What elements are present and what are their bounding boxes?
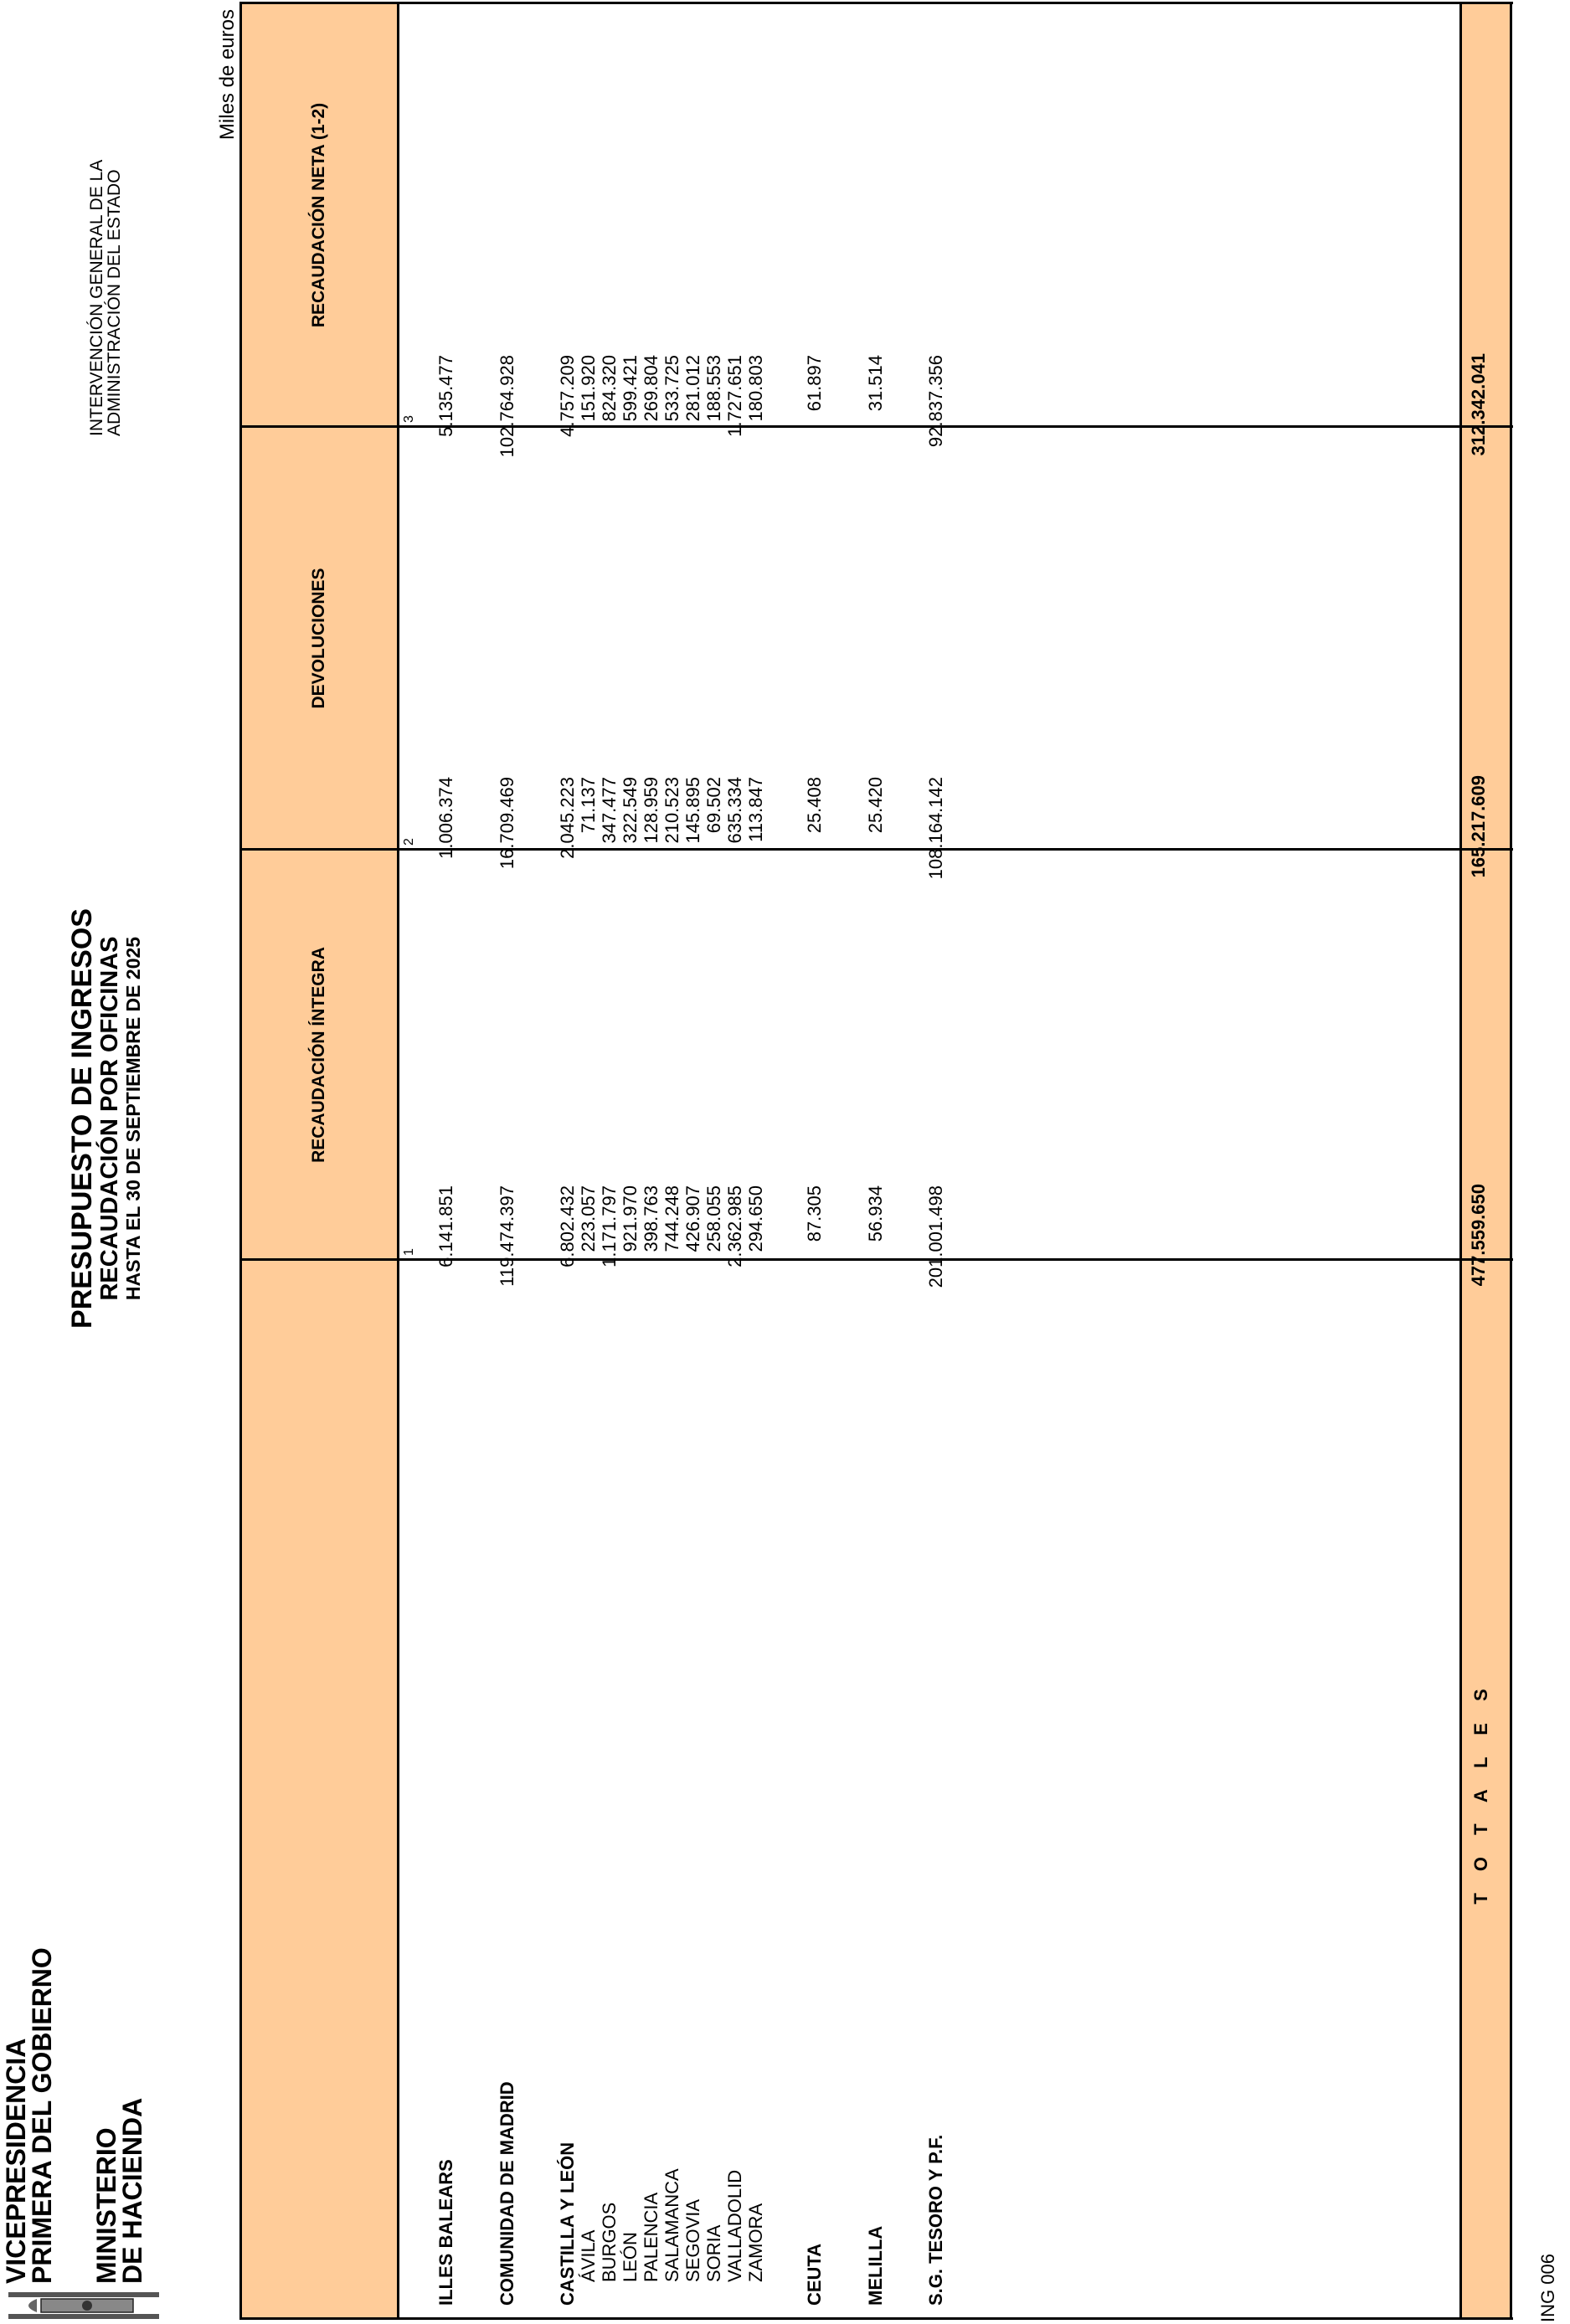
primera-gobierno-text: PRIMERA DEL GOBIERNO: [27, 1947, 57, 2284]
cell-devoluciones: 108.164.142: [925, 777, 946, 880]
cell-integra: 6.141.851: [435, 1185, 456, 1267]
row-label-comunidad-madrid: COMUNIDAD DE MADRID: [497, 2081, 517, 2306]
total-devoluciones: 165.217.609: [1468, 775, 1489, 878]
igae-line-2: ADMINISTRACIÓN DEL ESTADO: [105, 169, 124, 436]
report-title: PRESUPUESTO DE INGRESOS: [66, 908, 98, 1329]
row-label-palencia: PALENCIA: [641, 2192, 661, 2282]
row-label-valladolid: VALLADOLID: [724, 2169, 745, 2282]
cell-devoluciones: 128.959: [641, 777, 661, 844]
hacienda-text: DE HACIENDA: [117, 2097, 147, 2284]
cell-integra: 119.474.397: [497, 1185, 517, 1287]
cell-devoluciones: 25.420: [865, 777, 886, 834]
row-label-ceuta: CEUTA: [804, 2243, 825, 2306]
row-label-burgos: BURGOS: [599, 2202, 620, 2282]
units-label: Miles de euros: [216, 9, 239, 141]
cell-neta: 1.727.651: [724, 355, 745, 437]
total-neta: 312.342.041: [1468, 353, 1489, 456]
ministry-header: [3, 1947, 146, 2284]
cell-devoluciones: 69.502: [703, 777, 724, 834]
report-date: HASTA EL 30 DE SEPTIEMBRE DE 2025: [122, 936, 144, 1301]
cell-neta: 92.837.356: [925, 355, 946, 448]
table-right-border: [240, 2, 1513, 4]
vicepresidencia-text: VICEPRESIDENCIA: [1, 2038, 31, 2284]
cell-neta: 281.012: [682, 355, 703, 422]
table-left-border: [240, 2317, 1513, 2320]
form-code: ING 006: [1537, 2254, 1558, 2322]
ministerio-text: MINISTERIO: [91, 2127, 121, 2284]
cell-integra: 398.763: [641, 1185, 661, 1252]
cell-neta: 599.421: [620, 355, 641, 422]
cell-devoluciones: 1.006.374: [435, 777, 456, 859]
row-label-zamora: ZAMORA: [745, 2203, 766, 2282]
cell-integra: 258.055: [703, 1185, 724, 1252]
total-integra: 477.559.650: [1468, 1184, 1489, 1287]
totals-top-border: [1459, 2, 1462, 2320]
column-number-2: 2: [402, 838, 416, 846]
cell-neta: 61.897: [804, 355, 825, 412]
header-recaudacion-integra: RECAUDACIÓN ÍNTEGRA: [309, 947, 328, 1163]
row-label-segovia: SEGOVIA: [682, 2198, 703, 2282]
coat-of-arms-icon: [3, 2289, 171, 2322]
cell-devoluciones: 25.408: [804, 777, 825, 834]
report-title-block: [67, 851, 144, 1386]
header-recaudacion-neta: RECAUDACIÓN NETA (1-2): [309, 102, 328, 328]
cell-integra: 426.907: [682, 1185, 703, 1252]
cell-devoluciones: 113.847: [745, 777, 766, 842]
cell-integra: 744.248: [661, 1185, 682, 1252]
cell-integra: 2.362.985: [724, 1185, 745, 1267]
cell-neta: 151.920: [578, 355, 599, 422]
cell-devoluciones: 2.045.223: [557, 777, 578, 859]
table-bottom-border: [1510, 2, 1512, 2320]
igae-label: [88, 160, 123, 436]
cell-devoluciones: 322.549: [620, 777, 641, 844]
row-label-castilla-leon: CASTILLA Y LEÓN: [557, 2141, 578, 2306]
report-subtitle: RECAUDACIÓN POR OFICINAS: [96, 936, 123, 1301]
cell-neta: 533.725: [661, 355, 682, 422]
cell-neta: 4.757.209: [557, 355, 578, 437]
row-label-illes-balears: ILLES BALEARS: [435, 2159, 456, 2306]
column-number-1: 1: [402, 1248, 416, 1256]
row-label-leon: LEÓN: [620, 2232, 641, 2282]
cell-devoluciones: 145.895: [682, 777, 703, 844]
row-label-salamanca: SALAMANCA: [661, 2168, 682, 2282]
cell-neta: 180.803: [745, 355, 766, 422]
cell-devoluciones: 635.334: [724, 777, 745, 844]
row-label-melilla: MELILLA: [865, 2225, 886, 2306]
cell-integra: 223.057: [578, 1185, 599, 1252]
cell-integra: 87.305: [804, 1185, 825, 1242]
header-devoluciones: DEVOLUCIONES: [309, 568, 328, 709]
cell-neta: 31.514: [865, 355, 886, 412]
cell-integra: 921.970: [620, 1185, 641, 1252]
cell-neta: 824.320: [599, 355, 620, 422]
cell-neta: 188.553: [703, 355, 724, 422]
cell-neta: 5.135.477: [435, 355, 456, 437]
row-label-avila: ÁVILA: [578, 2229, 599, 2282]
cell-integra: 294.650: [745, 1185, 766, 1252]
cell-neta: 102.764.928: [497, 355, 517, 458]
column-number-3: 3: [402, 415, 416, 423]
cell-integra: 1.171.797: [599, 1185, 620, 1267]
totals-label: T O T A L E S: [1470, 1680, 1491, 1905]
cell-devoluciones: 347.477: [599, 777, 620, 844]
row-label-soria: SORIA: [703, 2224, 724, 2282]
cell-integra: 56.934: [865, 1185, 886, 1242]
cell-neta: 269.804: [641, 355, 661, 422]
cell-integra: 201.001.498: [925, 1185, 946, 1288]
cell-devoluciones: 210.523: [661, 777, 682, 844]
row-label-sg-tesoro: S.G. TESORO Y P.F.: [925, 2134, 946, 2306]
igae-line-1: INTERVENCIÓN GENERAL DE LA: [87, 159, 106, 436]
cell-devoluciones: 71.137: [578, 777, 599, 834]
cell-devoluciones: 16.709.469: [497, 777, 517, 870]
cell-integra: 6.802.432: [557, 1185, 578, 1267]
